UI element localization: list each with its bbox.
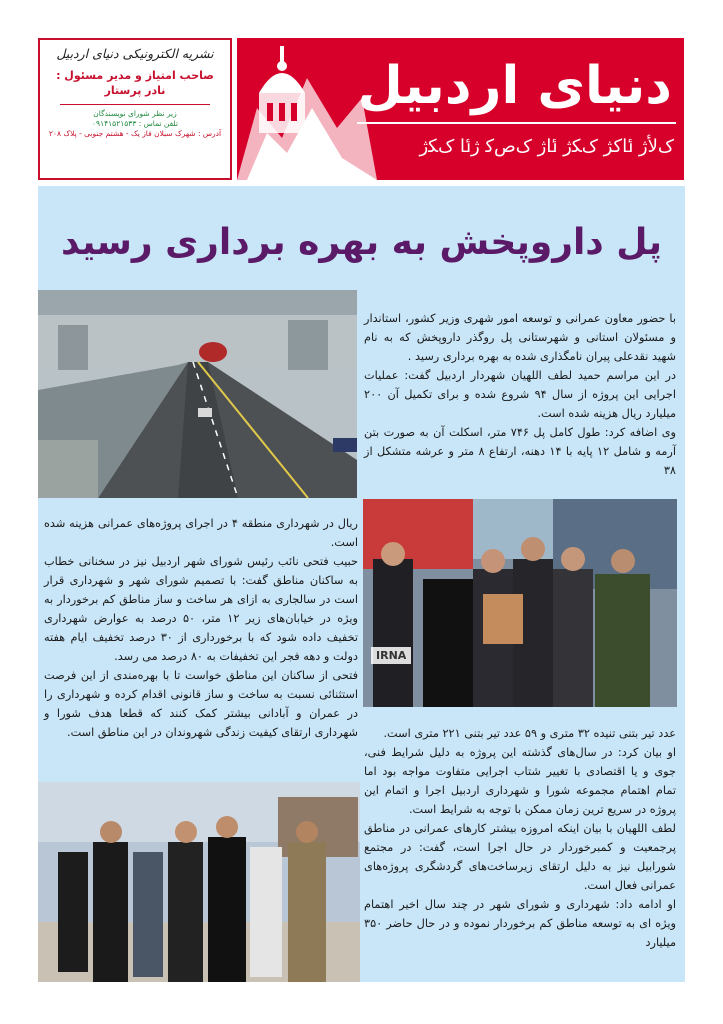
article-headline: پل داروپخش به بهره برداری رسید [61, 222, 662, 263]
paragraph: حبیب فتحی نائب رئیس شورای شهر اردبیل نیز در سخنانی خطاب به ساکنان مناطق گفت: با تصمیم شورای شهر و شهرداری قرار است در سالجاری به ازای هر ساخت و ساز مناطق کم برخوردار به ویژه در خیابان‌های زیر ۱۲ متر، ۵۰ درصد به عوارض شهرداری تخفیف داده شود که با برخورداری از ۳۰ درصد تخفیف ایام هفته دولت و دهه فجر این تخفیفات به ۸۰ درصد می رسد. [44, 555, 359, 663]
paragraph: لطف اللهیان با بیان اینکه امروزه بیشتر کارهای عمرانی در مناطق پرجمعیت و کمبرخوردار در حال اجرا است، گفت: در مجتمع شورابیل نیز به دلیل ارتقای زیرساخت‌های گردشگری پروژه‌های عمرانی فعال است. [364, 822, 676, 892]
editorial-council: زیر نظر شورای نویسندگان [93, 109, 177, 118]
paragraph: عدد تیر بتنی تنیده ۳۲ متری و ۵۹ عدد تیر بتنی ۲۲۱ متری است. [383, 727, 676, 740]
irna-watermark: IRNA [371, 647, 411, 664]
masthead-title: دنیای اردبیل [357, 56, 672, 116]
publication-info-box [38, 38, 232, 180]
paragraph: با حضور معاون عمرانی و توسعه امور شهری وزیر کشور، استاندار و مسئولان استانی و شهرستانی پل روگذر داروپخش که به نام شهید نقدعلی پیران نامگذاری شده به بهره برداری رسید . [364, 312, 676, 363]
article-column-right-bottom [364, 724, 676, 952]
bridge-render-photo [38, 290, 357, 498]
publication-title: نشریه الکترونیکی دنیای اردبیل [56, 46, 214, 61]
paragraph: فتحی از ساکنان این مناطق خواست تا با بهره‌مندی از این فرصت استثنائی نسبت به ساخت و ساز قانونی اقدام کرده و شهرداری را در عمران و آبادانی بیشتر کمک کنند که قطعا هدف شورا و شهرداری ارتقای کیفیت زندگی شهروندان در این مناطق است. [44, 669, 358, 739]
owner-name: نادر پرستار [104, 84, 166, 97]
paragraph: او ادامه داد: شهرداری و شورای شهر در چند سال اخیر اهتمام ویژه ای به توسعه مناطق کم برخوردار نموده و در حال حاضر ۳۵۰ میلیارد [364, 898, 676, 949]
mountain-dome-logo-icon [237, 38, 377, 180]
masthead-banner [237, 38, 684, 180]
officials-walking-photo [38, 782, 360, 982]
masthead-divider [357, 122, 676, 124]
contact-address: آدرس : شهرک سبلان فاز یک - هشتم جنوبی - پلاک ۲۰۸ [48, 129, 222, 138]
contact-phone: تلفن تماس : ۰۹۱۴۱۵۲۱۵۳۳ [92, 119, 178, 128]
info-divider [60, 104, 210, 105]
ceremony-photo [363, 499, 677, 707]
paragraph: وی اضافه کرد: طول کامل پل ۷۴۶ متر، اسکلت آن به صورت بتن آرمه و شامل ۱۲ پایه با ۱۴ دهنه، ارتفاع ۸ متر و عرشه متشکل از ۳۸ [364, 426, 676, 477]
paragraph: او بیان کرد: در سال‌های گذشته این پروژه به دلیل شرایط فنی، جوی و یا اقتصادی با تغییر شتاب اجرایی متفاوت مواجه بود اما تمام اهتمام مجموعه شورا و شهرداری اردبیل اجرا و اتمام این پروژه در سریع ترین زمان ممکن با توجه به شرایط است. [364, 746, 676, 816]
paragraph: ریال در شهرداری منطقه ۴ در اجرای پروژه‌های عمرانی هزینه شده است. [44, 517, 358, 549]
article-column-left-middle [44, 514, 358, 742]
article-column-right-top [364, 309, 676, 480]
paragraph: در این مراسم حمید لطف اللهیان شهردار اردبیل گفت: عملیات اجرایی این پروژه از سال ۹۴ شروع شده و برای تکمیل آن ۲۰۰ میلیارد ریال هزینه شده است. [364, 369, 676, 420]
masthead-ornament: ﮎﻷﮊ ﯪﮐﮋ ﮎﮑﮊ ﯪﮊ ﮎﺹﮐ ﮊﯪ ﮎﮑﮊ [419, 136, 674, 157]
owner-label: صاحب امتیاز و مدیر مسئول : [56, 69, 214, 82]
